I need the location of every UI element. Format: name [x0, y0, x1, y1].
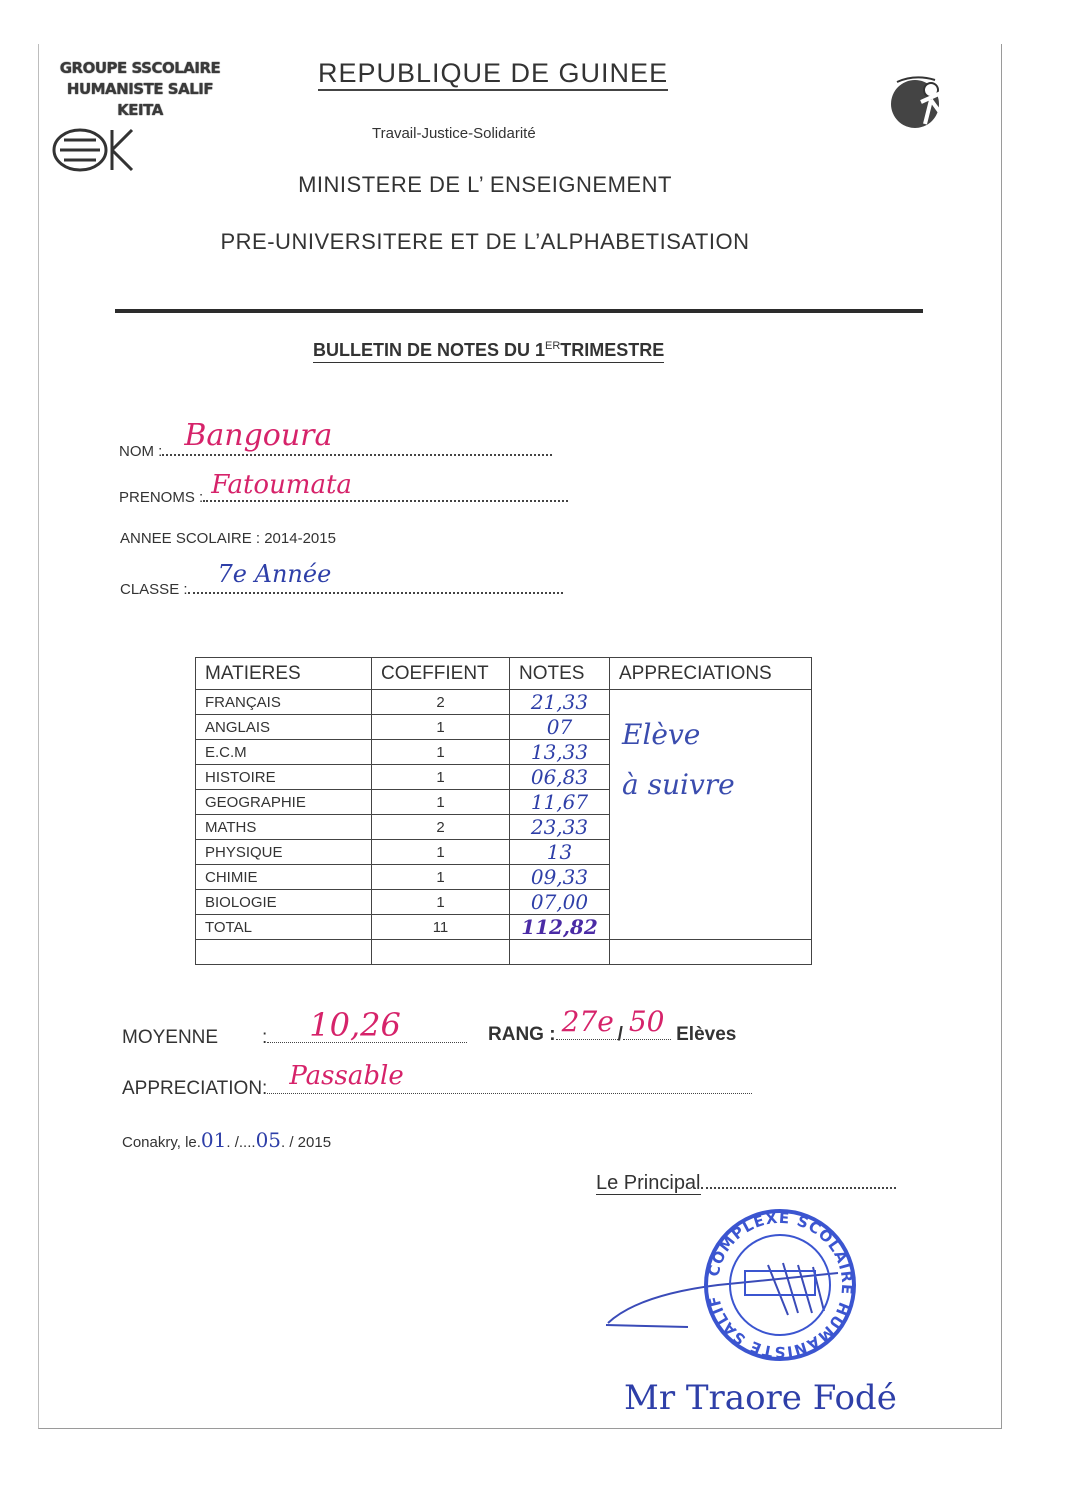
prenoms-field [119, 470, 568, 506]
subject-cell: ANGLAIS [196, 715, 372, 740]
school-logo-icon [50, 125, 140, 175]
coef-cell: 1 [372, 715, 510, 740]
note-cell: 13,33 [510, 740, 610, 765]
coef-cell: 1 [372, 890, 510, 915]
bulletin-title-sup: ER [545, 340, 561, 352]
subject-cell: HISTOIRE [196, 765, 372, 790]
note-cell: 23,33 [510, 815, 610, 840]
note-cell: 09,33 [510, 865, 610, 890]
nom-field [119, 418, 552, 460]
coef-cell: 2 [372, 815, 510, 840]
appreciation-label: APPRECIATION: [122, 1078, 268, 1099]
grades-table [195, 657, 812, 965]
date-separator: . /.... [226, 1134, 256, 1151]
signatory-name: Mr Traore Fodé [624, 1378, 897, 1418]
date-day: 01 [200, 1128, 227, 1152]
classe-label: CLASSE : [120, 581, 188, 598]
empty-cell [372, 940, 510, 965]
rang-value: 27e [561, 1005, 614, 1038]
appreciation-line-2: à suivre [622, 768, 735, 801]
rang-label: RANG : [488, 1024, 556, 1045]
eleves-label: Elèves [676, 1024, 737, 1045]
note-cell: 06,83 [510, 765, 610, 790]
total-note-cell: 112,82 [510, 915, 610, 940]
coef-cell: 1 [372, 865, 510, 890]
table-empty-row [196, 940, 812, 965]
total-coef-cell: 11 [372, 915, 510, 940]
subject-cell: MATHS [196, 815, 372, 840]
bulletin-title-suffix: TRIMESTRE [560, 340, 665, 360]
coef-cell: 2 [372, 690, 510, 715]
school-name-line-2: HUMANISTE SALIF KEITA [66, 80, 214, 119]
header-notes: NOTES [510, 658, 610, 690]
subject-cell: BIOLOGIE [196, 890, 372, 915]
subject-cell: GEOGRAPHIE [196, 790, 372, 815]
header-coefficient: COEFFIENT [372, 658, 510, 690]
header-appreciations: APPRECIATIONS [610, 658, 812, 690]
motto: Travail-Justice-Solidarité [372, 125, 536, 142]
date-month: 05 [255, 1128, 282, 1152]
date-prefix: Conakry, le. [122, 1134, 201, 1151]
coef-cell: 1 [372, 790, 510, 815]
date-field [122, 1128, 331, 1152]
note-cell: 07 [510, 715, 610, 740]
header-matieres: MATIERES [196, 658, 372, 690]
rang-field [488, 1005, 737, 1046]
bulletin-title-prefix: BULLETIN DE NOTES DU 1 [313, 340, 546, 360]
ministry-line-2: PRE-UNIVERSITERE ET DE L’ALPHABETISATION [220, 229, 750, 254]
coef-cell: 1 [372, 840, 510, 865]
ministry-line-1: MINISTERE DE L’ ENSEIGNEMENT [298, 172, 672, 197]
stamp-text: COMPLEXE SCOLAIRE HUMANISTE SALIF [704, 1208, 857, 1362]
country-title: REPUBLIQUE DE GUINEE [318, 58, 668, 91]
table-row [196, 690, 812, 715]
prenoms-value: Fatoumata [211, 470, 352, 500]
annee-scolaire: ANNEE SCOLAIRE : 2014-2015 [120, 530, 336, 547]
moyenne-value: 10,26 [309, 1006, 401, 1044]
appreciation-field [122, 1061, 752, 1100]
appreciation-line-1: Elève [622, 718, 701, 751]
nom-value: Bangoura [184, 418, 333, 453]
note-cell: 13 [510, 840, 610, 865]
prenoms-label: PRENOMS : [119, 489, 204, 506]
school-name-line-1: GROUPE SSCOLAIRE [59, 59, 221, 77]
coef-cell: 1 [372, 740, 510, 765]
empty-cell [610, 940, 812, 965]
moyenne-colon: : [262, 1027, 268, 1048]
official-stamp [700, 1205, 860, 1365]
subject-cell: E.C.M [196, 740, 372, 765]
header-divider [115, 309, 923, 313]
nom-label: NOM : [119, 443, 163, 460]
subject-cell: FRANÇAIS [196, 690, 372, 715]
classe-value: 7e Année [217, 560, 332, 588]
total-label-cell: TOTAL [196, 915, 372, 940]
appreciation-cell [610, 690, 812, 940]
subject-cell: PHYSIQUE [196, 840, 372, 865]
bulletin-title [313, 340, 664, 363]
eleves-count: 50 [628, 1005, 665, 1038]
subject-cell: CHIMIE [196, 865, 372, 890]
date-suffix: . / 2015 [281, 1134, 332, 1151]
principal-field [596, 1172, 896, 1195]
stamp-icon [700, 1205, 860, 1365]
note-cell: 11,67 [510, 790, 610, 815]
note-cell: 21,33 [510, 690, 610, 715]
note-cell: 07,00 [510, 890, 610, 915]
table-header-row [196, 658, 812, 690]
moyenne-label: MOYENNE [122, 1027, 219, 1048]
empty-cell [510, 940, 610, 965]
empty-cell [196, 940, 372, 965]
appreciation-value: Passable [289, 1061, 404, 1091]
moyenne-field [262, 1006, 467, 1049]
coef-cell: 1 [372, 765, 510, 790]
principal-label: Le Principal [596, 1172, 701, 1194]
classe-field [120, 560, 563, 598]
school-name [55, 58, 225, 121]
rang-separator: / [617, 1024, 623, 1045]
emblem-icon [885, 72, 955, 132]
